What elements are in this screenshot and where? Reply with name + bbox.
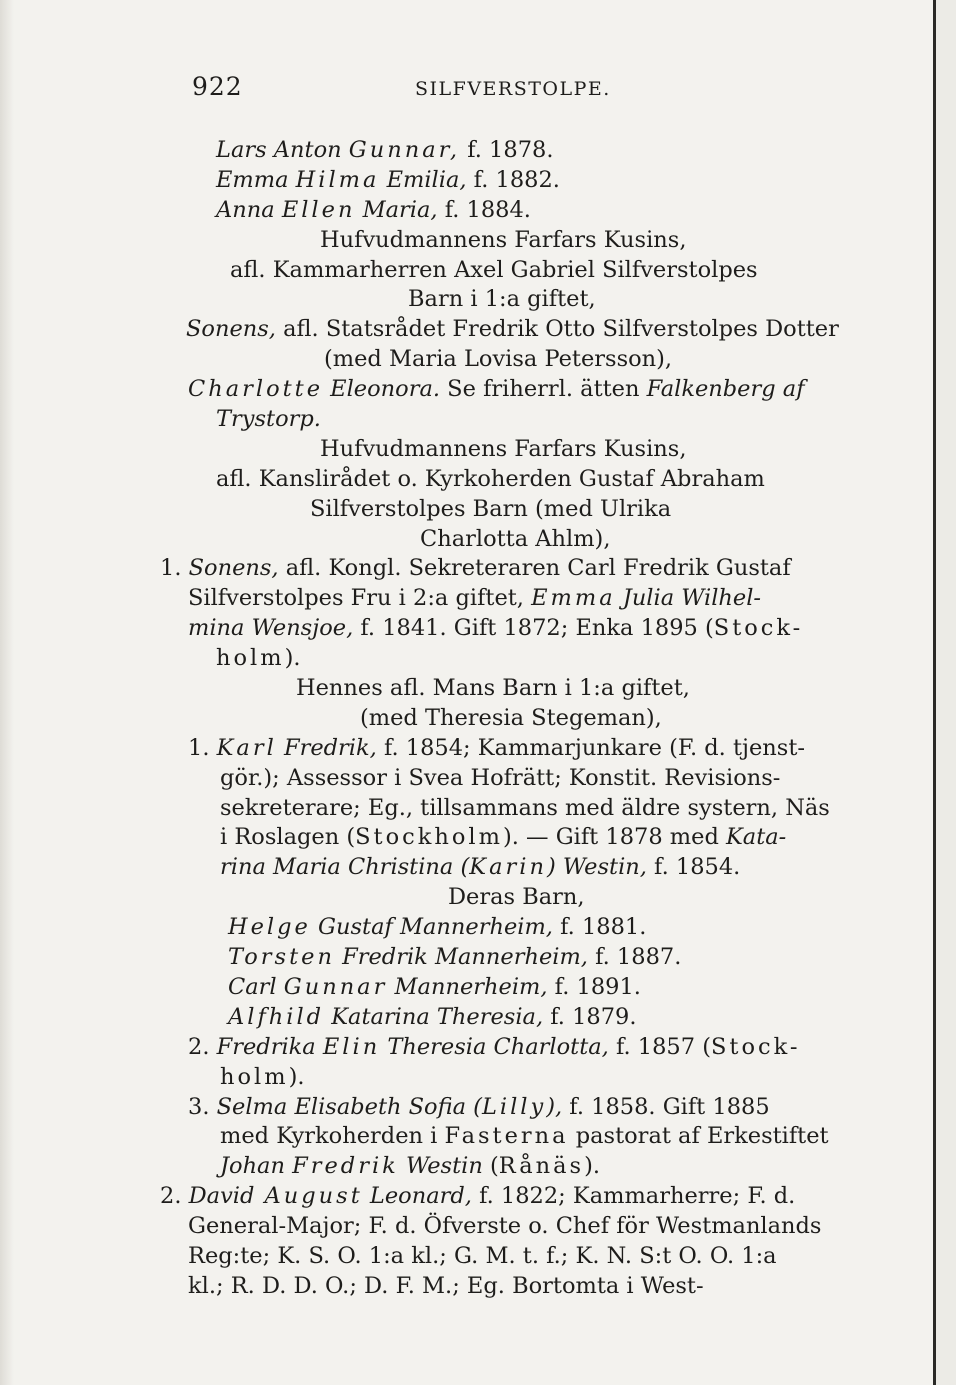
text-run: Gustaf Mannerheim, bbox=[310, 914, 553, 941]
text-run: Fredrik Mannerheim, bbox=[334, 944, 588, 971]
text-run: f. 1887. bbox=[587, 944, 682, 971]
text-run: f. 1881. bbox=[552, 914, 647, 941]
text-run: Silfverstolpes Barn (med Ulrika bbox=[310, 495, 672, 522]
text-run: Johan bbox=[220, 1153, 293, 1180]
text-run: f. 1857 ( bbox=[608, 1033, 711, 1060]
text-run: Alfhild bbox=[228, 1003, 325, 1030]
text-line bbox=[150, 734, 890, 764]
text-line bbox=[150, 764, 890, 794]
text-line bbox=[150, 1003, 890, 1033]
text-run: Eleonora. bbox=[323, 376, 441, 403]
text-run: f. 1882. bbox=[466, 166, 560, 193]
text-run: Reg:te; K. S. O. 1:a kl.; G. M. t. f.; K. N. S:t O. O. 1:a bbox=[188, 1242, 777, 1269]
text-run: Gunnar bbox=[283, 973, 388, 1000]
text-run: f. 1884. bbox=[437, 196, 531, 223]
text-line bbox=[150, 1063, 890, 1093]
text-run: Julia Wilhel- bbox=[615, 585, 761, 612]
text-run: (med Maria Lovisa Petersson), bbox=[324, 346, 673, 373]
text-run: Stockholm bbox=[355, 824, 503, 851]
text-run: Barn i 1:a giftet, bbox=[408, 286, 596, 313]
text-run: Elin bbox=[322, 1033, 381, 1060]
text-run: 2. bbox=[160, 1183, 189, 1210]
text-run: Mannerheim, bbox=[387, 973, 548, 1000]
text-line bbox=[150, 644, 890, 674]
text-run: Emma bbox=[531, 585, 616, 612]
text-run: afl. Kanslirådet o. Kyrkoherden Gustaf Abraham bbox=[216, 465, 765, 492]
text-run: Hilma bbox=[295, 166, 380, 193]
text-line bbox=[150, 584, 890, 614]
text-run: Fredrik bbox=[292, 1153, 399, 1180]
text-line bbox=[150, 1093, 890, 1123]
text-run: holm bbox=[216, 645, 285, 672]
text-line bbox=[150, 226, 890, 256]
text-line bbox=[150, 1242, 890, 1272]
text-run: f. 1858. Gift 1885 bbox=[562, 1093, 770, 1120]
text-run: Deras Barn, bbox=[448, 884, 585, 911]
text-run: gör.); Assessor i Svea Hofrätt; Konstit. Revisions- bbox=[220, 764, 781, 791]
book-gutter bbox=[936, 0, 956, 1385]
text-line bbox=[150, 913, 890, 943]
text-run: Carl bbox=[228, 973, 284, 1000]
text-run: 1. bbox=[160, 555, 189, 582]
text-run: afl. Statsrådet Fredrik Otto Silfverstolpes Dotter bbox=[275, 316, 839, 343]
text-run: Kata- bbox=[726, 824, 787, 851]
text-run: pastorat af Erkestiftet bbox=[568, 1123, 829, 1150]
text-run: Fasterna bbox=[444, 1123, 569, 1150]
text-run: Rånäs bbox=[498, 1153, 585, 1180]
text-run: f. 1822; Kammarherre; F. d. bbox=[471, 1183, 796, 1210]
text-line bbox=[150, 883, 890, 913]
text-run: Gunnar, bbox=[348, 137, 461, 163]
text-run: i Roslagen ( bbox=[220, 824, 356, 851]
text-run: 3. bbox=[188, 1093, 217, 1120]
text-line bbox=[150, 315, 890, 345]
text-run: ). bbox=[288, 1063, 305, 1090]
text-run: Trystorp. bbox=[216, 406, 321, 433]
page-edge-left bbox=[0, 0, 14, 1385]
text-run: Karin bbox=[469, 854, 547, 881]
text-line bbox=[150, 704, 890, 734]
text-run: Emilia, bbox=[379, 166, 467, 193]
text-run: Westin bbox=[398, 1153, 483, 1180]
text-run: Fredrika bbox=[216, 1033, 323, 1060]
text-run: sekreterare; Eg., tillsammans med äldre systern, Näs bbox=[220, 794, 830, 821]
text-line bbox=[150, 345, 890, 375]
text-run: Karl bbox=[216, 734, 277, 761]
text-run: 2. bbox=[188, 1033, 217, 1060]
text-run: Theresia Charlotta, bbox=[380, 1033, 609, 1060]
text-run: med Kyrkoherden i bbox=[220, 1123, 445, 1150]
text-run: Anna bbox=[216, 196, 282, 223]
text-run: Falkenberg af bbox=[646, 376, 805, 403]
text-line bbox=[150, 1182, 890, 1212]
page-header bbox=[192, 72, 632, 108]
text-run: f. 1854; Kammarjunkare (F. d. tjenst- bbox=[376, 734, 805, 761]
text-run: kl.; R. D. D. O.; D. F. M.; Eg. Bortomta i West- bbox=[188, 1272, 704, 1299]
text-run: Silfverstolpes Fru i 2:a giftet, bbox=[188, 585, 532, 612]
text-line bbox=[150, 823, 890, 853]
text-run: Se friherrl. ätten bbox=[440, 376, 647, 403]
text-line bbox=[150, 674, 890, 704]
text-line bbox=[150, 285, 890, 315]
text-line bbox=[150, 465, 890, 495]
text-run: f. 1878. bbox=[460, 137, 554, 163]
text-run: General-Major; F. d. Öfverste o. Chef för Westmanlands bbox=[188, 1213, 822, 1240]
text-run: Charlotta Ahlm), bbox=[420, 525, 611, 552]
text-line bbox=[150, 525, 890, 555]
text-run: mina Wensjoe, bbox=[188, 615, 354, 642]
running-title: SILFVERSTOLPE. bbox=[415, 78, 611, 100]
text-run: holm bbox=[220, 1063, 289, 1090]
text-run: Hufvudmannens Farfars Kusins, bbox=[320, 435, 687, 462]
text-run: Stock- bbox=[713, 615, 804, 642]
text-run: Katarina Theresia, bbox=[324, 1003, 544, 1030]
text-run: Helge bbox=[228, 914, 311, 941]
text-run: Lilly bbox=[481, 1093, 547, 1120]
text-line bbox=[150, 1122, 890, 1152]
text-run: Stock- bbox=[711, 1033, 801, 1060]
text-run: f. 1879. bbox=[543, 1003, 637, 1030]
page-number: 922 bbox=[192, 72, 243, 101]
text-line bbox=[150, 435, 890, 465]
text-run: Ellen bbox=[281, 196, 356, 223]
text-run: Selma Elisabeth Sofia ( bbox=[216, 1093, 482, 1120]
text-run: Maria, bbox=[355, 196, 438, 223]
body-text bbox=[150, 136, 890, 1302]
text-line bbox=[150, 256, 890, 286]
text-line bbox=[150, 614, 890, 644]
page-edge-right bbox=[933, 0, 936, 1385]
text-run: Sonens, bbox=[188, 555, 279, 582]
text-line bbox=[150, 973, 890, 1003]
text-line bbox=[150, 1033, 890, 1063]
text-run: ), bbox=[546, 1093, 563, 1120]
text-line bbox=[150, 1212, 890, 1242]
text-run: Charlotte bbox=[188, 376, 324, 403]
text-line bbox=[150, 166, 890, 196]
text-run: Hufvudmannens Farfars Kusins, bbox=[320, 226, 687, 253]
text-run: ( bbox=[482, 1153, 499, 1180]
text-run: f. 1891. bbox=[547, 973, 641, 1000]
text-run: ) Westin, bbox=[546, 854, 647, 881]
text-line bbox=[150, 1272, 890, 1302]
text-run: afl. Kongl. Sekreteraren Carl Fredrik Gustaf bbox=[278, 555, 791, 582]
text-run: (med Theresia Stegeman), bbox=[360, 704, 662, 731]
text-run: ). bbox=[584, 1153, 601, 1180]
text-run: ). bbox=[284, 645, 301, 672]
text-line bbox=[150, 375, 890, 405]
text-line bbox=[150, 943, 890, 973]
text-line bbox=[150, 495, 890, 525]
text-run: Torsten bbox=[228, 944, 335, 971]
text-line bbox=[150, 136, 890, 166]
text-line bbox=[150, 405, 890, 435]
text-run: David bbox=[188, 1183, 255, 1210]
text-run: Emma bbox=[216, 166, 296, 193]
text-run: afl. Kammarherren Axel Gabriel Silfverstolpes bbox=[230, 256, 758, 283]
text-line bbox=[150, 853, 890, 883]
text-run: Sonens, bbox=[186, 316, 276, 343]
text-run: August bbox=[254, 1183, 363, 1210]
text-run: rina Maria Christina ( bbox=[220, 854, 470, 881]
text-run: f. 1854. bbox=[646, 854, 741, 881]
text-line bbox=[150, 794, 890, 824]
text-run: 1. bbox=[188, 734, 217, 761]
text-run: Lars Anton bbox=[216, 137, 349, 163]
text-run: Fredrik, bbox=[276, 734, 377, 761]
text-line bbox=[150, 554, 890, 584]
text-run: Hennes afl. Mans Barn i 1:a giftet, bbox=[296, 675, 690, 702]
text-run: Leonard, bbox=[362, 1183, 472, 1210]
text-run: ). — Gift 1878 med bbox=[502, 824, 726, 851]
text-line bbox=[150, 196, 890, 226]
text-run: f. 1841. Gift 1872; Enka 1895 ( bbox=[353, 615, 714, 642]
text-line bbox=[150, 1152, 890, 1182]
